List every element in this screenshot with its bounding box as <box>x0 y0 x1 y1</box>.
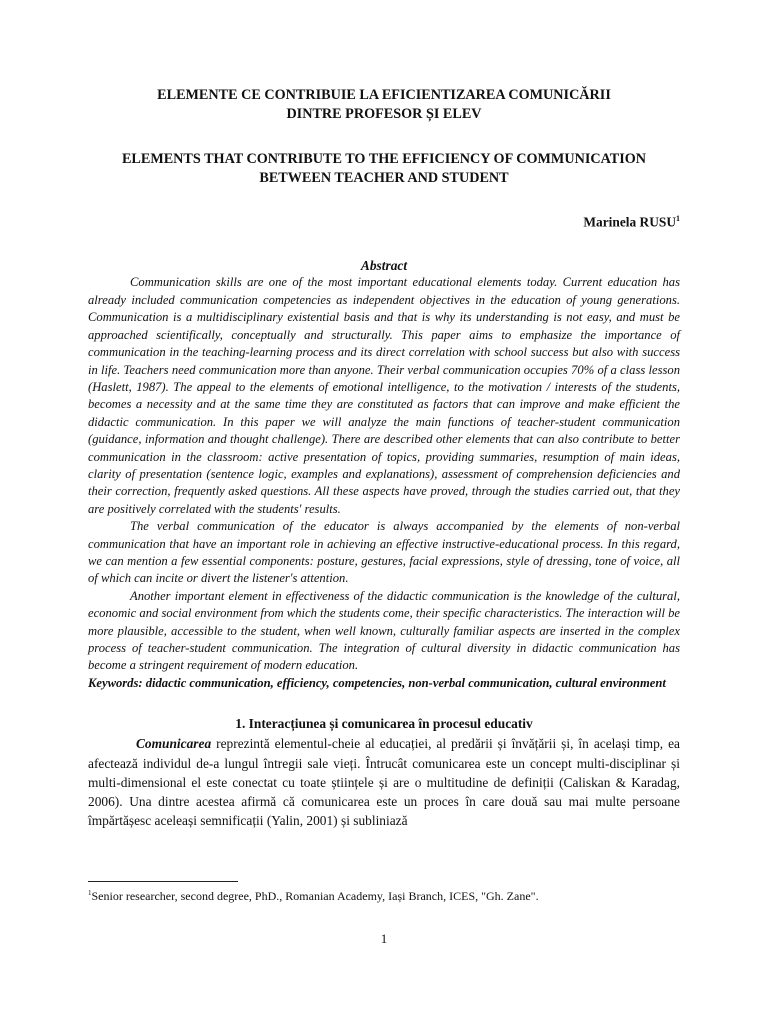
abstract-heading: Abstract <box>360 258 408 274</box>
title-en-line-2: BETWEEN TEACHER AND STUDENT <box>259 170 509 186</box>
title-ro-line-2: DINTRE PROFESOR ȘI ELEV <box>286 106 482 122</box>
title-english <box>88 150 680 188</box>
author-name: Marinela RUSU <box>583 214 676 230</box>
keywords: Keywords: didactic communication, efficiency, competencies, non-verbal communication, cultural environment <box>88 675 666 690</box>
title-en-line-1: ELEMENTS THAT CONTRIBUTE TO THE EFFICIENCY OF COMMUNICATION <box>121 151 647 167</box>
footnote-text: Senior researcher, second degree, PhD., Romanian Academy, Iași Branch, ICES, "Gh. Zane". <box>91 889 539 903</box>
footnote-mark: 1 <box>88 889 92 897</box>
author-footnote-mark: 1 <box>676 214 680 223</box>
footnote-separator <box>88 881 238 882</box>
author <box>88 214 680 230</box>
page-number: 1 <box>380 931 388 946</box>
section-1-paragraph <box>88 734 680 830</box>
title-ro-line-1: ELEMENTE CE CONTRIBUIE LA EFICIENTIZAREA COMUNICĂRII <box>157 87 611 103</box>
abstract-paragraph-1: Communication skills are one of the most important educational elements today. Current education has already included communication competencies as independent objectives in the education of young generations. Communication is a multidisciplinary existential basis and that is why its understanding is not easy, and must be approached scientifically, conceptually and structurally. This paper aims to emphasize the importance of communication in the teaching-learning process and its direct correlation with school success but also with success in life. Teachers need communication more than anyone. Their verbal communication occupies 70% of a class lesson (Haslett, 1987). The appeal to the elements of emotional intelligence, to the motivation / interests of the students, becomes a necessity and at the same time they are constituted as factors that can improve and make efficient the didactic communication. In this paper we will analyze the main functions of teacher-student communication (guidance, information and thought challenge). There are described other elements that can also contribute to better communication in the classroom: active presentation of topics, providing summaries, resumption of main ideas, clarity of presentation (sentence logic, examples and explanations), assessment of comprehension deficiencies and their correction, frequently asked questions. All these aspects have proved, through the studies carried out, that they are positively correlated with the students' results. <box>88 275 680 516</box>
footnote <box>88 886 680 904</box>
abstract-paragraph-3: Another important element in effectiveness of the didactic communication is the knowledge of the cultural, economic and social environment from which the students come, their specific characteristics. The interaction will be more plausible, accessible to the student, when well known, culturally familiar aspects are inserted in the complex process of teacher-student communication. The integration of cultural diversity in didactic communication has become a stringent requirement of modern education. <box>88 588 680 673</box>
section-1-text: reprezintă elementul-cheie al educației, al predării și învățării și, în același timp, ea afectează individul de-a lungul întregii sale vieți. Întrucât comunicarea este un concept multi-disciplinar și multi-dimensional el este conectat cu toate științele și are o multitudine de definiții (Caliskan & Karadag, 2006). Una dintre acestea afirmă că comunicarea este un proces în care două sau mai multe persoane împărtășesc aceleași semnificații (Yalin, 2001) și subliniază <box>88 736 680 829</box>
lead-term: Comunicarea <box>136 736 212 752</box>
paper-page <box>88 86 680 831</box>
abstract-paragraph-2: The verbal communication of the educator is always accompanied by the elements of non-verbal communication that have an important role in achieving an effective instructive-educational process. In this regard, we can mention a few essential components: posture, gestures, facial expressions, style of dressing, tone of voice, all of which can incite or divert the listener's attention. <box>88 519 680 586</box>
title-romanian <box>88 86 680 124</box>
section-1-heading: 1. Interacțiunea și comunicarea în procesul educativ <box>235 716 533 732</box>
